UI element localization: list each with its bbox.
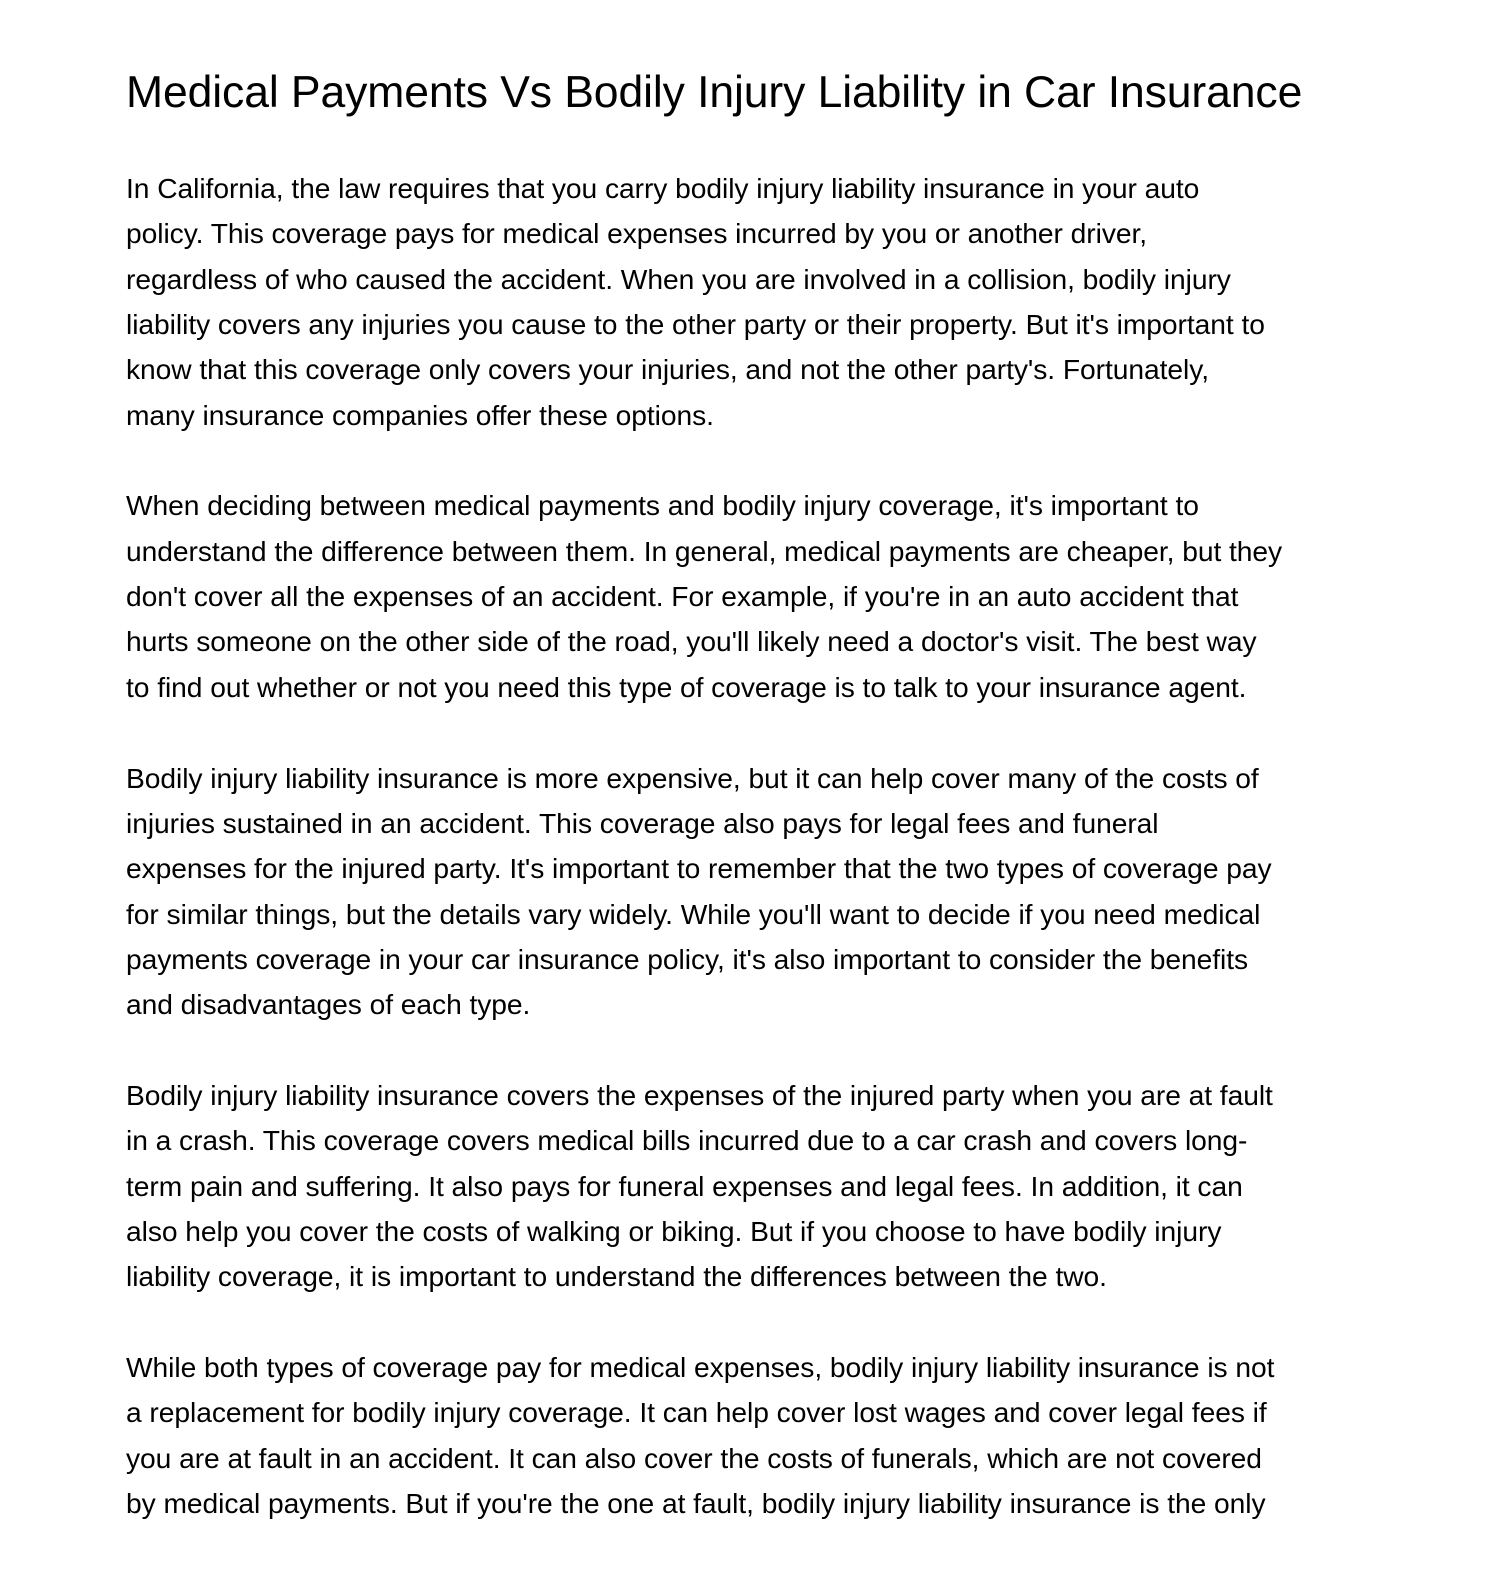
paragraph-1 <box>126 166 1386 438</box>
paragraph-5 <box>126 1345 1386 1526</box>
text-line: know that this coverage only covers your injuries, and not the other party's. Fortunately, <box>126 353 1210 386</box>
text-line: and disadvantages of each type. <box>126 988 531 1021</box>
paragraph-4 <box>126 1073 1386 1300</box>
text-line: regardless of who caused the accident. When you are involved in a collision, bodily injury <box>126 262 1231 295</box>
text-line: Bodily injury liability insurance is more expensive, but it can help cover many of the costs of <box>126 761 1259 794</box>
document-title: Medical Payments Vs Bodily Injury Liability in Car Insurance <box>126 68 1303 117</box>
text-line: liability coverage, it is important to understand the differences between the two. <box>126 1260 1107 1293</box>
text-line: While both types of coverage pay for medical expenses, bodily injury liability insurance is not <box>126 1351 1275 1384</box>
paragraph-2 <box>126 483 1386 710</box>
text-line: policy. This coverage pays for medical expenses incurred by you or another driver, <box>126 217 1148 250</box>
text-line: injuries sustained in an accident. This coverage also pays for legal fees and funeral <box>126 806 1159 839</box>
document-body <box>126 166 1386 1572</box>
text-line: term pain and suffering. It also pays for funeral expenses and legal fees. In addition, it can <box>126 1169 1243 1202</box>
text-line: payments coverage in your car insurance policy, it's also important to consider the benefits <box>126 942 1249 975</box>
text-line: in a crash. This coverage covers medical bills incurred due to a car crash and covers long- <box>126 1124 1248 1157</box>
text-line: When deciding between medical payments and bodily injury coverage, it's important to <box>126 489 1199 522</box>
text-line: many insurance companies offer these options. <box>126 398 714 431</box>
text-line: for similar things, but the details vary widely. While you'll want to decide if you need medical <box>126 897 1261 930</box>
text-line: liability covers any injuries you cause to the other party or their property. But it's important to <box>126 308 1265 341</box>
text-line: understand the difference between them. In general, medical payments are cheaper, but they <box>126 534 1283 567</box>
text-line: Bodily injury liability insurance covers the expenses of the injured party when you are at fault <box>126 1079 1273 1112</box>
text-line: a replacement for bodily injury coverage. It can help cover lost wages and cover legal fees if <box>126 1396 1267 1429</box>
text-line: you are at fault in an accident. It can also cover the costs of funerals, which are not covered <box>126 1441 1262 1474</box>
text-line: also help you cover the costs of walking or biking. But if you choose to have bodily injury <box>126 1215 1222 1248</box>
paragraph-3 <box>126 756 1386 1028</box>
text-line: by medical payments. But if you're the one at fault, bodily injury liability insurance is the only <box>126 1487 1266 1520</box>
text-line: In California, the law requires that you carry bodily injury liability insurance in your auto <box>126 172 1200 204</box>
text-line: expenses for the injured party. It's important to remember that the two types of coverage pay <box>126 852 1272 885</box>
text-line: hurts someone on the other side of the road, you'll likely need a doctor's visit. The best way <box>126 625 1257 658</box>
text-line: don't cover all the expenses of an accident. For example, if you're in an auto accident that <box>126 580 1239 613</box>
text-line: to find out whether or not you need this type of coverage is to talk to your insurance agent. <box>126 670 1247 703</box>
